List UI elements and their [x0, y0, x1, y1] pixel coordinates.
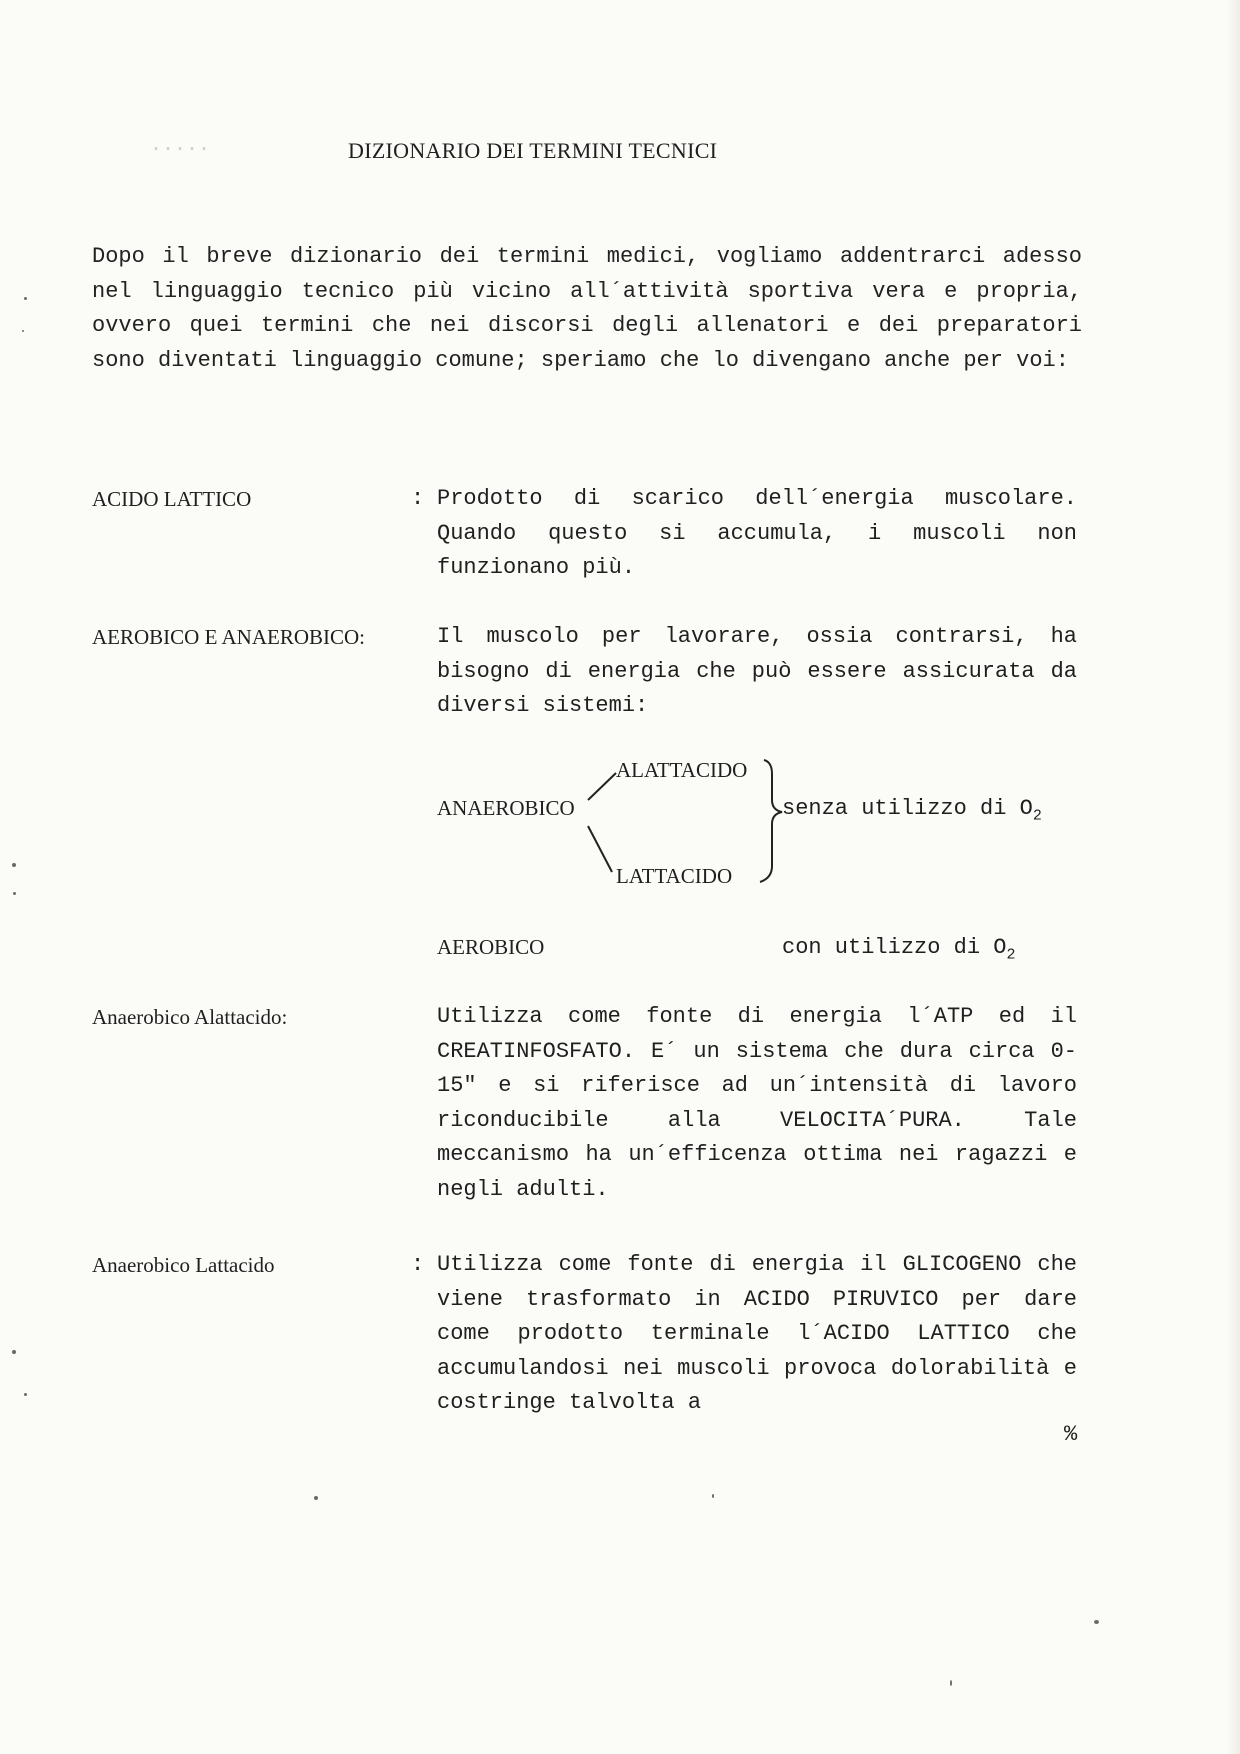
diagram-aerobic-note-text: con utilizzo di O	[782, 935, 1007, 960]
page-title: DIZIONARIO DEI TERMINI TECNICI	[348, 138, 718, 163]
diagram-aerobico-label: AEROBICO	[437, 935, 545, 959]
curly-brace	[760, 760, 782, 882]
diagram-lattacido-label: LATTACIDO	[616, 864, 733, 888]
o2-subscript: 2	[1006, 946, 1016, 964]
diagram-aerobic-note	[782, 935, 1015, 963]
o2-subscript: 2	[1032, 807, 1042, 825]
intro-paragraph: Dopo il breve dizionario dei termini medici, vogliamo addentrarci adesso nel linguaggio tecnico più vicino all´attività sportiva vera e propria, ovvero quei termini che nei discorsi degli allenatori e dei preparatori sono diventati linguaggio comune; speriamo che lo divengano anche per voi:	[92, 244, 1082, 373]
entry-definition: Il muscolo per lavorare, ossia contrarsi, ha bisogno di energia che può essere assicurata da diversi sistemi:	[437, 624, 1077, 718]
entry-term: ACIDO LATTICO	[92, 487, 252, 511]
scan-speck	[1094, 1620, 1099, 1624]
entry-definition: Utilizza come fonte di energia l´ATP ed il CREATINFOSFATO. E´ un sistema che dura circa 0-15" e si riferisce ad un´intensità di lavoro riconducibile alla VELOCITA´PURA. Tale meccanismo ha un´efficenza ottima nei ragazzi e negli adulti.	[437, 1004, 1077, 1202]
page-continuation-mark: %	[1064, 1422, 1078, 1447]
scan-speck	[712, 1494, 714, 1498]
entry-term: Anaerobico Lattacido	[92, 1253, 275, 1277]
entry-term: AEROBICO E ANAEROBICO:	[92, 625, 366, 649]
bleed-through-text: ·····	[150, 138, 211, 161]
diagram-anaerobic-note	[782, 796, 1042, 824]
diagram-anaerobic-note-text: senza utilizzo di O	[782, 796, 1033, 821]
entry-colon: :	[411, 486, 425, 511]
page-edge-shadow	[1226, 0, 1240, 1754]
branch-line-alattacido	[588, 773, 616, 800]
diagram-anaerobico-label: ANAEROBICO	[437, 796, 575, 820]
scan-speck	[950, 1680, 952, 1686]
scan-speck	[22, 330, 24, 332]
entry-colon: :	[411, 1252, 425, 1277]
scan-speck	[12, 1350, 16, 1354]
scan-speck	[24, 1393, 27, 1396]
scan-speck	[12, 863, 16, 867]
entry-definition: Utilizza come fonte di energia il GLICOGENO che viene trasformato in ACIDO PIRUVICO per dare come prodotto terminale l´ACIDO LATTICO che accumulandosi nei muscoli provoca dolorabilità e costringe talvolta a	[437, 1252, 1077, 1415]
branch-line-lattacido	[588, 826, 612, 872]
scan-speck	[314, 1496, 318, 1500]
scan-speck	[13, 892, 16, 895]
entry-term: Anaerobico Alattacido:	[92, 1005, 288, 1029]
entry-definition: Prodotto di scarico dell´energia muscolare. Quando questo si accumula, i muscoli non funzionano più.	[437, 486, 1077, 580]
scan-speck	[24, 297, 27, 300]
diagram-alattacido-label: ALATTACIDO	[616, 758, 748, 782]
